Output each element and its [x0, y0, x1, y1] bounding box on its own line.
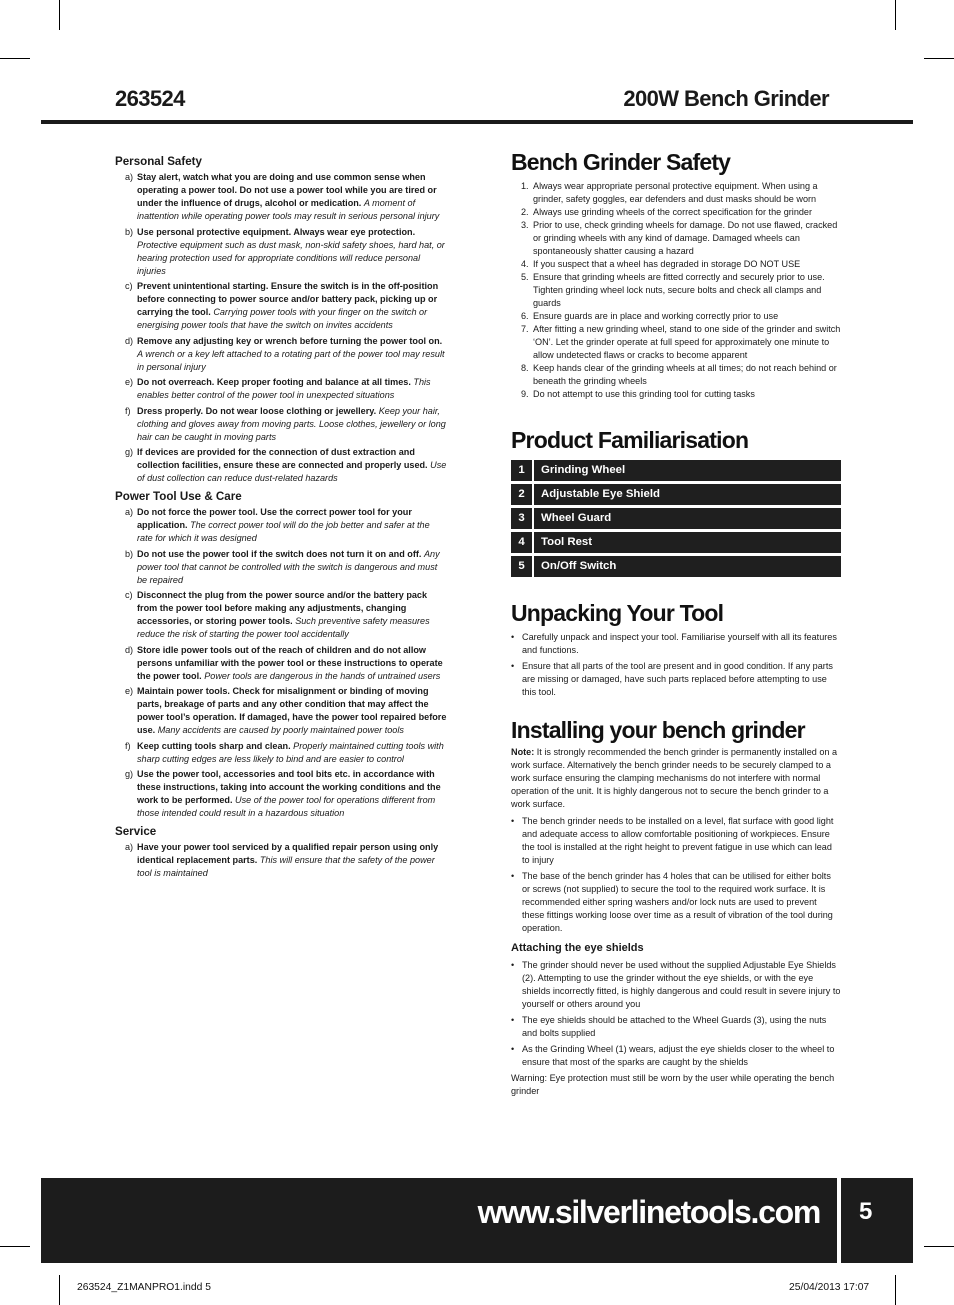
item-number: 6. — [521, 311, 529, 321]
item-italic-text: This will ensure that the safety of the power tool is maintained — [137, 855, 435, 878]
part-row — [511, 556, 841, 577]
power-tool-heading: Power Tool Use & Care — [115, 490, 242, 503]
item-number: 4. — [521, 259, 529, 269]
item-italic-text: A wrench or a key left attached to a rotating part of the power tool may result in personal injury — [137, 348, 445, 372]
list-item — [115, 589, 447, 641]
item-text: Keep hands clear of the grinding wheels at all times; do not reach behind or beneath the grinding wheels — [533, 363, 837, 386]
page-number: 5 — [859, 1198, 873, 1225]
list-item — [115, 740, 447, 766]
item-italic-text: Such preventive safety measures reduce the risk of starting the power tool accidentally — [137, 616, 430, 639]
item-bold-text: Dress properly. Do not wear loose clothing or jewellery. — [137, 405, 377, 416]
part-number: 5 — [511, 556, 534, 577]
item-letter: d) — [125, 644, 134, 655]
list-item — [115, 506, 447, 545]
item-text: Do not attempt to use this grinding tool for cutting tasks — [533, 389, 755, 399]
item-letter: e) — [125, 377, 134, 387]
list-item — [115, 644, 447, 683]
item-number: 7. — [521, 324, 529, 334]
part-row — [511, 508, 841, 529]
slug-datetime: 25/04/2013 17:07 — [789, 1282, 870, 1293]
personal-safety-list — [115, 171, 447, 485]
safety-item — [511, 206, 841, 219]
installing-heading: Installing your bench grinder — [511, 717, 805, 743]
bullet-item: • The eye shields should be attached to the Wheel Guards (3), using the nuts and bolts supplied — [511, 1014, 841, 1040]
item-bold-text: Stay alert, watch what you are doing and use common sense when operating a power tool. Do not use a power tool while you are tired or under the influence of drugs, alcohol or medication. — [137, 172, 437, 208]
item-bold-text: Do not overreach. Keep proper footing and balance at all times. — [137, 377, 411, 387]
safety-item — [511, 271, 841, 310]
part-number: 1 — [511, 460, 534, 481]
item-letter: d) — [125, 335, 134, 346]
warning-text: Warning: Eye protection must still be worn by the user while operating the bench grinder — [511, 1073, 835, 1096]
item-italic-text: This enables better control of the power tool in unexpected situations — [137, 377, 431, 400]
crop-mark — [924, 1246, 954, 1247]
crop-mark — [59, 0, 60, 30]
left-column — [115, 152, 447, 883]
item-letter: c) — [125, 590, 133, 600]
list-item — [115, 548, 447, 587]
unpacking-heading: Unpacking Your Tool — [511, 600, 724, 626]
item-bold-text: Maintain power tools. Check for misalignment or binding of moving parts, breakage of parts and any other condition that may affect the power tool’s operation. If damaged, have the power tool repaired before use. — [137, 686, 447, 735]
part-number: 4 — [511, 532, 534, 553]
item-text: Ensure that grinding wheels are fitted correctly and securely prior to use. Tighten grinding wheel lock nuts, secure bolts and check all clamps and guards — [533, 272, 825, 308]
item-text: After fitting a new grinding wheel, stand to one side of the grinder and switch ‘ON’. Let the grinder operate at full speed for approximately one minute to allow undetected flaws or cracks to become apparent — [533, 324, 841, 360]
product-title: 200W Bench Grinder — [623, 86, 829, 111]
part-row — [511, 484, 841, 505]
bullet-item: • Carefully unpack and inspect your tool. Familiarise yourself with all its features and functions. — [511, 631, 841, 657]
bullet-item: • The grinder should never be used without the supplied Adjustable Eye Shields (2). Attempting to use the grinder without the eye shields, or with the eye shields incorrectly fitted, is highly dangerous and could result in severe injury to yourself or others around you — [511, 959, 841, 1011]
item-text: Ensure guards are in place and working correctly prior to use — [533, 311, 779, 321]
safety-item — [511, 219, 841, 258]
item-bold-text: Have your power tool serviced by a qualified repair person using only identical replacement parts. — [137, 842, 439, 865]
header-rule — [41, 120, 913, 124]
list-item — [115, 171, 447, 223]
item-text: If you suspect that a wheel has degraded in storage DO NOT USE — [533, 259, 801, 269]
bullet-item: • Ensure that all parts of the tool are present and in good condition. If any parts are missing or damaged, have such parts replaced before attempting to use this tool. — [511, 660, 841, 699]
item-letter: b) — [125, 548, 134, 559]
part-row — [511, 532, 841, 553]
service-heading: Service — [115, 825, 157, 838]
item-bold-text: Keep cutting tools sharp and clean. — [137, 740, 291, 751]
bullet-item: • The base of the bench grinder has 4 holes that can be utilised for either bolts or screws (not supplied) to secure the tool to the required work surface. It is recommended either spring washers and/or lock nuts are used to prevent these fittings working loose over time as a result of vibration of the tool during operation. — [511, 870, 841, 935]
safety-item — [511, 310, 841, 323]
part-name: Grinding Wheel — [541, 464, 626, 476]
crop-mark — [924, 58, 954, 59]
item-number: 1. — [521, 181, 529, 191]
part-name: Wheel Guard — [541, 512, 612, 524]
part-name: Tool Rest — [541, 536, 593, 548]
part-name: Adjustable Eye Shield — [541, 488, 661, 500]
safety-item — [511, 388, 841, 401]
item-text: Prior to use, check grinding wheels for damage. Do not use flawed, cracked or grinding wheels with any kind of damage. Damaged wheels can spontaneously shatter causing a hazard — [533, 220, 838, 256]
safety-item — [511, 323, 841, 362]
installing-list — [511, 815, 841, 935]
item-letter: g) — [125, 769, 134, 779]
crop-mark — [59, 1275, 60, 1305]
item-bold-text: Do not use the power tool if the switch does not turn it on and off. — [137, 548, 422, 559]
part-number: 3 — [511, 508, 534, 529]
item-bold-text: Use personal protective equipment. Always wear eye protection. — [137, 226, 416, 237]
bullet-item: • The bench grinder needs to be installed on a level, flat surface with good light and adequate access to allow comfortable positioning of workpieces. Ensure the tool is installed at the right height to prevent fatigue in use which can lead to injury — [511, 815, 841, 867]
item-italic-text: Power tools are dangerous in the hands of untrained users — [204, 670, 441, 681]
list-item — [115, 685, 447, 737]
crop-mark — [0, 1246, 30, 1247]
crop-mark — [895, 0, 896, 30]
note-text: It is strongly recommended the bench grinder is permanently installed on a work surface. Alternatively the bench grinder needs to be securely clamped to a work surface ensuring the clamping mechanisms do not interfere with normal operation of the unit. It is highly dangerous not to secure the bench grinder to a work surface. — [511, 747, 838, 809]
item-number: 2. — [521, 207, 529, 217]
safety-item — [511, 362, 841, 388]
crop-mark — [895, 1275, 896, 1305]
item-number: 5. — [521, 272, 529, 282]
eye-shields-heading: Attaching the eye shields — [511, 942, 644, 954]
item-bold-text: Disconnect the plug from the power source and/or the battery pack from the power tool before making any adjustments, changing accessories, or storing power tools. — [137, 590, 428, 626]
safety-item — [511, 258, 841, 271]
item-letter: f) — [125, 740, 131, 751]
item-text: Always use grinding wheels of the correct specification for the grinder — [533, 207, 813, 217]
item-italic-text: A moment of inattention while operating power tools may result in serious personal injury — [137, 198, 440, 221]
list-item — [115, 335, 447, 374]
item-number: 8. — [521, 363, 529, 373]
item-italic-text: Many accidents are caused by poorly maintained power tools — [157, 725, 404, 735]
website-url: www.silverlinetools.com — [477, 1194, 820, 1230]
list-item — [115, 841, 447, 880]
familiarisation-heading: Product Familiarisation — [511, 427, 749, 453]
item-letter: a) — [125, 172, 134, 182]
item-letter: c) — [125, 281, 133, 291]
product-code: 263524 — [115, 86, 185, 111]
list-item — [115, 226, 447, 278]
safety-heading: Bench Grinder Safety — [511, 149, 731, 175]
item-italic-text: Use of the power tool for operations different from those intended could result in a hazardous situation — [137, 795, 436, 818]
item-bold-text: Remove any adjusting key or wrench before turning the power tool on. — [137, 335, 443, 346]
item-text: Always wear appropriate personal protective equipment. When using a grinder, safety goggles, ear defenders and dust masks should be worn — [533, 181, 818, 204]
personal-safety-heading: Personal Safety — [115, 155, 202, 168]
unpacking-list — [511, 631, 841, 699]
item-italic-text: Keep your hair, clothing and gloves away from moving parts. Loose clothes, jewellery or long hair can be caught in moving parts — [137, 405, 446, 442]
item-bold-text: Do not force the power tool. Use the correct power tool for your application. — [137, 507, 412, 530]
item-letter: a) — [125, 507, 134, 517]
right-column — [511, 148, 841, 1098]
item-letter: e) — [125, 686, 134, 696]
part-number: 2 — [511, 484, 534, 505]
item-italic-text: Any power tool that cannot be controlled with the switch is dangerous and must be repaired — [137, 548, 440, 585]
item-letter: b) — [125, 226, 134, 237]
item-italic-text: Use of dust collection can reduce dust-related hazards — [137, 460, 447, 483]
service-list — [115, 841, 447, 880]
slug-filename: 263524_Z1MANPRO1.indd 5 — [77, 1282, 211, 1293]
part-row — [511, 460, 841, 481]
eye-shields-list — [511, 959, 841, 1069]
list-item — [115, 446, 447, 485]
page-header — [115, 86, 829, 116]
list-item — [115, 768, 447, 820]
item-bold-text: Use the power tool, accessories and tool bits etc. in accordance with these instructions, taking into account the working conditions and the work to be performed. — [137, 769, 441, 805]
note-label: Note: — [511, 747, 535, 757]
list-item — [115, 280, 447, 332]
item-bold-text: Prevent unintentional starting. Ensure the switch is in the off-position before connecting to power source and/or battery pack, picking up or carrying the tool. — [137, 281, 439, 317]
part-name: On/Off Switch — [541, 560, 617, 572]
bullet-item: • As the Grinding Wheel (1) wears, adjust the eye shields closer to the wheel to ensure that most of the sparks are caught by the shields — [511, 1043, 841, 1069]
item-letter: f) — [125, 405, 131, 416]
item-number: 3. — [521, 220, 529, 230]
familiarisation-table — [511, 460, 841, 577]
item-italic-text: Properly maintained cutting tools with sharp cutting edges are less likely to bind and are easier to control — [137, 740, 444, 764]
item-letter: g) — [125, 447, 134, 457]
item-letter: a) — [125, 842, 134, 852]
footer-separator — [837, 1178, 841, 1263]
list-item — [115, 405, 447, 444]
item-bold-text: If devices are provided for the connection of dust extraction and collection facilities, ensure these are connected and properly used. — [137, 447, 428, 470]
safety-list — [511, 180, 841, 401]
list-item — [115, 376, 447, 402]
item-italic-text: The correct power tool will do the job better and safer at the rate for which it was designed — [137, 520, 430, 543]
item-number: 9. — [521, 389, 529, 399]
safety-item — [511, 180, 841, 206]
footer-bar — [41, 1178, 913, 1263]
crop-mark — [0, 58, 30, 59]
installing-note — [511, 746, 841, 811]
item-italic-text: Carrying power tools with your finger on the switch or energising power tools that have the switch on invites accidents — [137, 307, 428, 330]
power-tool-list — [115, 506, 447, 820]
item-italic-text: Protective equipment such as dust mask, non-skid safety shoes, hard hat, or hearing protection used for appropriate conditions will reduce personal injuries — [137, 239, 445, 276]
item-bold-text: Store idle power tools out of the reach of children and do not allow persons unfamiliar with the power tool or these instructions to operate the power tool. — [137, 644, 443, 681]
